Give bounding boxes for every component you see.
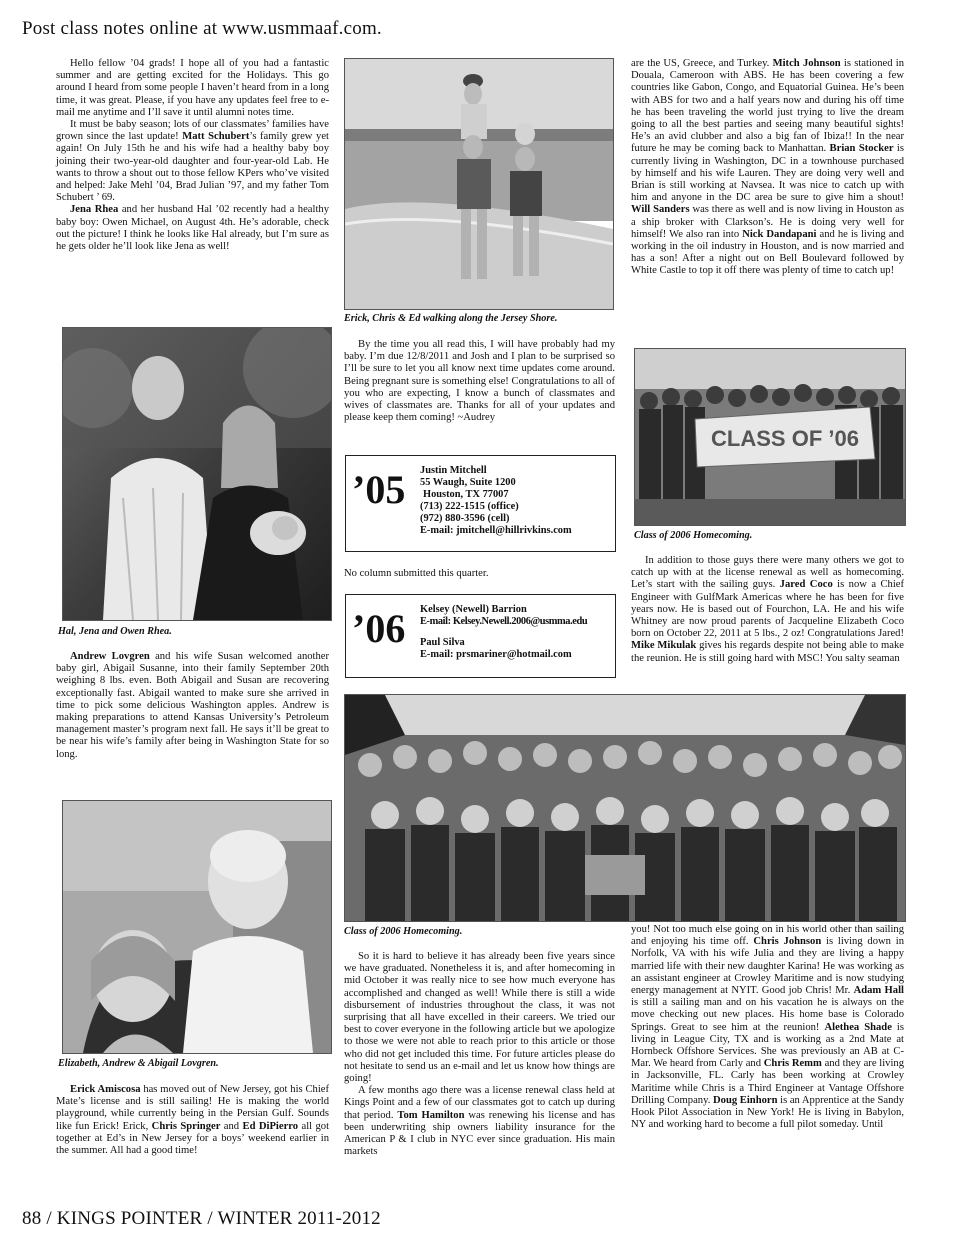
name-erick-amiscosa: Erick Amiscosa [70, 1084, 141, 1095]
contact-06-details [420, 604, 587, 661]
contact-05-city: Houston, TX 77007 [423, 489, 509, 500]
name-doug-einhorn: Doug Einhorn [713, 1094, 778, 1106]
col2-bot-text [344, 951, 615, 1158]
family-photo-icon [63, 328, 331, 620]
contact-05-street: 55 Waugh, Suite 1200 [420, 477, 516, 488]
name-ed-dipierro: Ed DiPierro [242, 1120, 299, 1132]
name-tom-hamilton: Tom Hamilton [397, 1109, 465, 1121]
name-alethea-shade: Alethea Shade [824, 1021, 892, 1033]
photo-class-homecoming-large [344, 694, 906, 922]
contact-06-name1: Kelsey (Newell) Barrion [420, 604, 527, 615]
beach-photo-icon [345, 59, 613, 309]
col1-top-text [56, 58, 329, 253]
caption-jersey-shore: Erick, Chris & Ed walking along the Jersey Shore. [344, 313, 558, 324]
name-chris-springer: Chris Springer [151, 1120, 221, 1132]
name-will-sanders: Will Sanders [631, 204, 690, 216]
schubert-paragraph: It must be baby season; lots of our classmates’ families have grown since the last update! Matt Schubert’s family grew yet again! On July 15th he and his wife had a healthy baby boy joining their two-year-old daughter and four-year-old Lab. He wants to throw a shout out to those fellow KPers who’ve visited and helped: Jake Mehl ’04, Brad Julian ’97, and my father Tom Schubert ’ 69. [56, 119, 329, 204]
col2-top-text [344, 339, 615, 424]
lovgren-paragraph: Andrew Lovgren and his wife Susan welcomed another baby girl, Abigail Susanne, into their family September 20th weighing 8 lbs. even. Both Abigail and Susan are recovering exceptionally fast. Abigail wanted to make sure she arrived in time to pick some delicious Washington apples. Andrew is making preparations to attend Kansas University’s Petroleum management master’s program next fall. He says it’ll be great to be near his wife’s family after being in Washington State for so long. [56, 651, 330, 760]
contact-06-email1: E-mail: Kelsey.Newell.2006@usmma.edu [420, 616, 588, 627]
col3-mid-text [631, 555, 904, 665]
class-banner-text: CLASS OF ’06 [711, 426, 859, 451]
license-renewal-paragraph: A few months ago there was a license renewal class held at Kings Point and a few of our classmates got to catch up during that period. Tom Hamilton was renewing his license and has been underwriting ship owners liability insurance for the American P & I club in NYC ever since graduation. His main markets [344, 1085, 615, 1158]
contact-05-name: Justin Mitchell [420, 465, 487, 476]
contact-06-name2: Paul Silva [420, 637, 465, 648]
group-photo-icon [635, 349, 905, 525]
class-year-06: ’06 [352, 606, 406, 651]
contact-05-email: E-mail: jmitchell@hillrivkins.com [420, 525, 572, 536]
col3-intro-paragraph: are the US, Greece, and Turkey. Mitch Johnson is stationed in Douala, Cameroon with ABS. He has been covering a few countries like Gabon, Congo, and Equatorial Guinea. He’s been with ABS for two and a half years now and during his off time he has been traveling the world just trying to live the dream going to all the best parties and seeing many beautiful sights! He’s an avid clubber and also a big fan of Ibiza!! In the near future he may be coming back to Manhattan. Brian Stocker is currently living in Washington, DC in a townhouse purchased by himself and his wife Lauren. They are doing very well and Brian is still working at Navsea. It was nice to catch up with him and anyone in the DC area be sure to give him a shout! Will Sanders was there as well and is now living in Houston as a ship broker with Clarkson’s. He is doing very well for himself! We also ran into Nick Dandapani and he is living and working in the oil industry in Houston, and is now married and has a son! After a night out on Bell Boulevard followed by White Castle to top it off there was plenty of time to catch up! [631, 58, 905, 277]
rhea-paragraph: Jena Rhea and her husband Hal ’02 recently had a healthy baby boy: Owen Michael, on August 4th. He’s adorable, check out the picture! I think he looks like Hal already, but I’m sure as he gets older he’ll look like Jena as well! [56, 204, 329, 253]
caption-class-banner: Class of 2006 Homecoming. [634, 530, 753, 541]
no-column-note: No column submitted this quarter. [344, 568, 489, 579]
name-adam-hall: Adam Hall [853, 985, 904, 997]
page-footer: 88 / KINGS POINTER / WINTER 2011-2012 [22, 1208, 381, 1229]
intro-paragraph: Hello fellow ’04 grads! I hope all of you had a fantastic summer and are getting excited for the Holidays. This go around I heard from some people I haven’t heard from in a long time, it was great. Please, if you have any updates feel free to e-mail me anytime and I’ll save it until alumni notes time. [56, 58, 329, 118]
audrey-paragraph: By the time you all read this, I will have probably had my baby. I’m due 12/8/2011 and Josh and I plan to be surprised so I’ll be sure to let you all know next time updates come around. Being pregnant sure is something else! Congratulations to all of you who are expecting, I know a bunch of classmates and wives of classmates are. Thanks for all of your updates and please keep them coming! ~Audrey [344, 339, 615, 424]
contact-05-office: (713) 222-1515 (office) [420, 501, 519, 512]
col3-top-text [631, 58, 904, 278]
name-mitch-johnson: Mitch Johnson [772, 58, 841, 69]
col1-bot-text [56, 1084, 329, 1157]
name-nick-dandapani: Nick Dandapani [742, 228, 817, 240]
class-year-05: ’05 [352, 467, 406, 512]
name-andrew-lovgren: Andrew Lovgren [70, 651, 150, 662]
name-jared-coco: Jared Coco [779, 579, 833, 591]
contact-06-email2: E-mail: prsmariner@hotmail.com [420, 649, 572, 660]
caption-class-homecoming-large: Class of 2006 Homecoming. [344, 926, 463, 937]
caption-rhea: Hal, Jena and Owen Rhea. [58, 626, 172, 637]
father-daughter-photo-icon [63, 801, 331, 1053]
photo-jersey-shore [344, 58, 614, 310]
name-jena-rhea: Jena Rhea [70, 204, 119, 216]
col3-bot-text [631, 924, 904, 1131]
name-matt-schubert: Matt Schubert [182, 131, 250, 143]
page-header: Post class notes online at www.usmmaaf.com. [22, 18, 382, 39]
amiscosa-paragraph: Erick Amiscosa has moved out of New Jersey, got his Chief Mate’s license and is still sailing! He is making the world playground, while currently being in the Persian Gulf. Sounds like fun Erick! Erick, Chris Springer and Ed DiPierro all got together at Ed’s in New Jersey for a boys’ weekend earlier in the summer. All had a good time! [56, 1084, 330, 1157]
col1-mid-text [56, 651, 329, 761]
photo-class-banner [634, 348, 906, 526]
contact-05-details [420, 465, 572, 537]
contact-box-05 [345, 455, 616, 552]
sailing-guys-paragraph: In addition to those guys there were many others we got to catch up with at the license renewal as well as homecoming. Let’s start with the sailing guys. Jared Coco is now a Chief Engineer with GulfMark Americas where he has been for five years now. He is based out of Fourchon, LA. He and his wife Whitney are now proud parents of Jacqueline Elizabeth Coco born on October 22, 2011 at 5 lbs., 2 oz! Congratulations Jared! Mike Mikulak gives his regards despite not being able to make the reunion. He is still going hard with MSC! You salty seaman [631, 555, 904, 664]
name-chris-remm: Chris Remm [763, 1058, 822, 1070]
photo-lovgren-family [62, 800, 332, 1054]
name-chris-johnson: Chris Johnson [753, 936, 822, 948]
name-mike-mikulak: Mike Mikulak [631, 640, 697, 652]
five-years-paragraph: So it is hard to believe it has already been five years since we have graduated. Nonetheless it is, and after homecoming in mid October it was really nice to see how much everyone has accomplished and changed as well! While there is still a wide disbursement of industries throughout the class, it was not surprising that all have excelled in their careers. We tried our best to cover everyone in the following article but we apologize to those we were not able to reach prior to this article or those who did not get included this time. For future articles please do not hesitate to send us an e-mail and let us know how things are going! [344, 951, 615, 1085]
name-brian-stocker: Brian Stocker [829, 143, 894, 155]
col3-bottom-paragraph: you! Not too much else going on in his world other than sailing and enjoying his time off. Chris Johnson is living down in Norfolk, VA with his wife Julia and they are living a happy married life with their new daughter Karina! He was working as an assistant engineer at Crowley Maritime and is now studying energy management at NYIT. Good job Chris! Mr. Adam Hall is still a sailing man and on his vacation he is always on the move checking out new places. His home base is Colorado Springs. Great to see him at the reunion! Alethea Shade is living in League City, TX and is working as a 2nd Mate at Hornbeck Offshore Services. She was previously an AB at C-Mar. We heard from Carly and Chris Remm and they are living in Jacksonville, FL. Carly has been working at Crowley Maritime while Chris is a Third Engineer at Vantage Offshore Drilling Company. Doug Einhorn is an Apprentice at the Sandy Hook Pilot Association in New York! He is living in Babylon, NY and working hard to become a full pilot someday. Until [631, 924, 904, 1131]
caption-lovgren: Elizabeth, Andrew & Abigail Lovgren. [58, 1058, 219, 1069]
contact-box-06 [345, 594, 616, 678]
photo-rhea-family [62, 327, 332, 621]
contact-05-cell: (972) 880-3596 (cell) [420, 513, 510, 524]
large-group-photo-icon [345, 695, 905, 921]
